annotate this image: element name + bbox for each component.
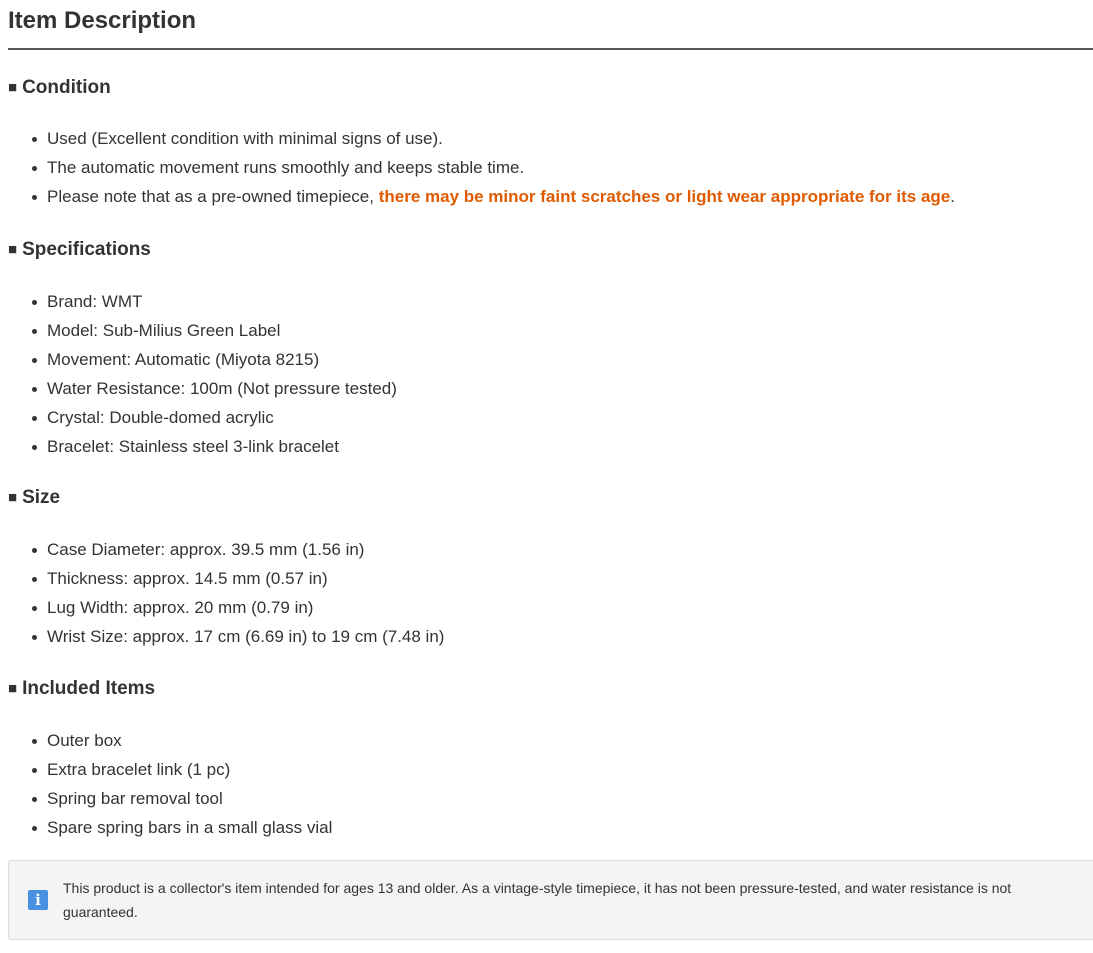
- section-marker: ■: [8, 241, 18, 258]
- bullet-icon: [32, 195, 37, 200]
- section-marker: ■: [8, 489, 18, 506]
- list-item: Movement: Automatic (Miyota 8215): [8, 345, 397, 374]
- list-item: Lug Width: approx. 20 mm (0.79 in): [8, 593, 444, 622]
- section-marker: ■: [8, 680, 18, 697]
- bullet-icon: [32, 329, 37, 334]
- list-item: Outer box: [8, 726, 332, 755]
- bullet-icon: [32, 606, 37, 611]
- bullet-icon: [32, 358, 37, 363]
- condition-note-suffix: .: [950, 187, 955, 206]
- list-item: Bracelet: Stainless steel 3-link bracelet: [8, 432, 397, 461]
- section-title-specifications: Specifications: [22, 239, 151, 260]
- size-list: [8, 535, 444, 651]
- section-heading-specifications: [8, 238, 151, 263]
- list-item: The automatic movement runs smoothly and keeps stable time.: [8, 153, 955, 182]
- list-item: Model: Sub-Milius Green Label: [8, 316, 397, 345]
- list-item: Thickness: approx. 14.5 mm (0.57 in): [8, 564, 444, 593]
- bullet-icon: [32, 577, 37, 582]
- bullet-icon: [32, 387, 37, 392]
- specifications-list: [8, 287, 397, 461]
- list-item: Spare spring bars in a small glass vial: [8, 813, 332, 842]
- bullet-icon: [32, 548, 37, 553]
- section-title-size: Size: [22, 487, 61, 508]
- bullet-icon: [32, 137, 37, 142]
- condition-note-prefix: Please note that as a pre-owned timepiece,: [47, 187, 379, 206]
- section-marker: ■: [8, 79, 18, 96]
- bullet-icon: [32, 445, 37, 450]
- included-items-list: [8, 726, 332, 842]
- section-title-included: Included Items: [22, 678, 156, 699]
- section-heading-included: [8, 677, 155, 702]
- bullet-icon: [32, 416, 37, 421]
- section-heading-condition: [8, 76, 111, 101]
- bullet-icon: [32, 739, 37, 744]
- list-item: Crystal: Double-domed acrylic: [8, 403, 397, 432]
- list-item: Extra bracelet link (1 pc): [8, 755, 332, 784]
- bullet-icon: [32, 300, 37, 305]
- info-icon: i: [28, 890, 48, 910]
- list-item: Spring bar removal tool: [8, 784, 332, 813]
- list-item: Case Diameter: approx. 39.5 mm (1.56 in): [8, 535, 444, 564]
- list-item: [8, 182, 955, 211]
- notice-text: This product is a collector's item intended for ages 13 and older. As a vintage-style timepiece, it has not been pressure-tested, and water resistance is not guaranteed.: [63, 880, 1012, 920]
- condition-note-highlight: there may be minor faint scratches or light wear appropriate for its age: [378, 187, 951, 206]
- bullet-icon: [32, 635, 37, 640]
- section-heading-size: [8, 486, 60, 511]
- list-item: Wrist Size: approx. 17 cm (6.69 in) to 19 cm (7.48 in): [8, 622, 444, 651]
- item-description-page: [8, 0, 1093, 920]
- list-item: Brand: WMT: [8, 287, 397, 316]
- list-item: Water Resistance: 100m (Not pressure tested): [8, 374, 397, 403]
- page-title: Item Description: [8, 0, 1093, 50]
- section-title-condition: Condition: [22, 77, 111, 98]
- bullet-icon: [32, 797, 37, 802]
- bullet-icon: [32, 768, 37, 773]
- condition-list: [8, 124, 955, 211]
- list-item: Used (Excellent condition with minimal signs of use).: [8, 124, 955, 153]
- info-notice: [8, 860, 1093, 940]
- bullet-icon: [32, 826, 37, 831]
- bullet-icon: [32, 166, 37, 171]
